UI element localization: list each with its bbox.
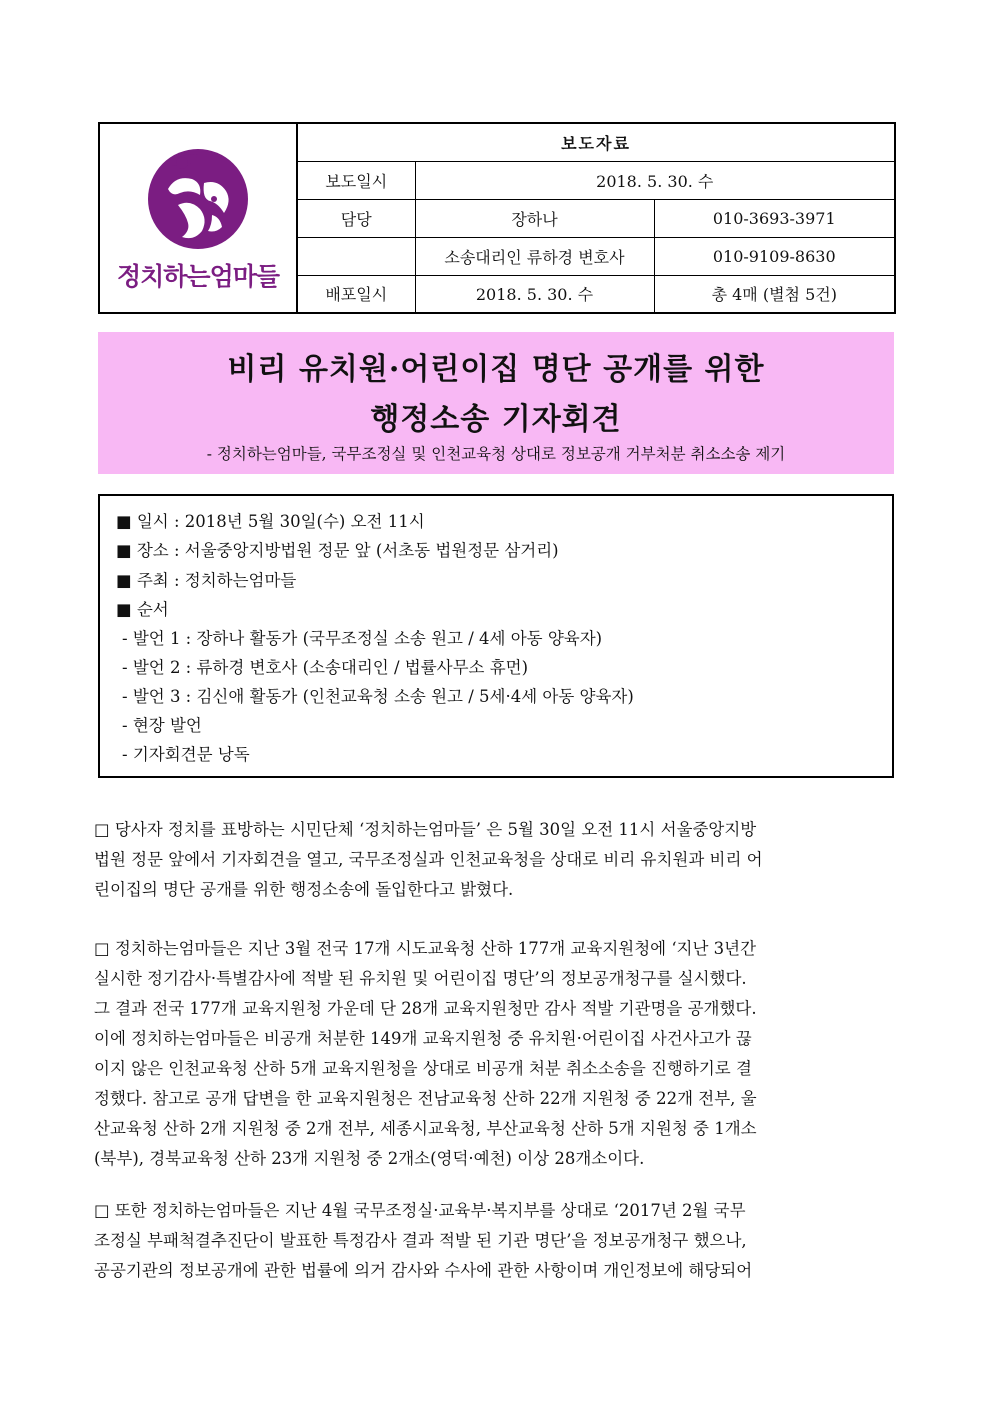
lawyer-name: 소송대리인 류하경 변호사 — [415, 237, 654, 275]
paragraph-line: 이에 정치하는엄마들은 비공개 처분한 149개 교육지원청 중 유치원·어린이집 사건사고가 끊 — [94, 1029, 752, 1048]
headline-subtitle: - 정치하는엄마들, 국무조정실 및 인천교육청 상대로 정보공개 거부처분 취소소송 제기 — [206, 445, 786, 463]
release-date-label: 보도일시 — [297, 161, 415, 199]
headline-title-line-1: 비리 유치원·어린이집 명단 공개를 위한 — [227, 352, 765, 387]
lawyer-phone: 010-9109-8630 — [654, 237, 895, 275]
event-program-heading: ■ 순서 — [116, 600, 169, 619]
organization-logo — [100, 143, 296, 293]
program-item: - 발언 1 : 장하나 활동가 (국무조정실 소송 원고 / 4세 아동 양육자) — [122, 629, 603, 648]
paragraph-line: 린이집의 명단 공개를 위한 행정소송에 돌입한다고 밝혔다. — [94, 880, 514, 899]
release-date-value: 2018. 5. 30. 수 — [415, 161, 895, 199]
contact-label-empty — [297, 237, 415, 275]
program-item: - 현장 발언 — [122, 716, 202, 735]
paragraph-line: 그 결과 전국 177개 교육지원청 가운데 단 28개 교육지원청만 감사 적발 기관명을 공개했다. — [94, 999, 757, 1018]
mother-child-emblem-icon — [142, 143, 254, 255]
contact-label: 담당 — [297, 199, 415, 237]
event-location: ■ 장소 : 서울중앙지방법원 정문 앞 (서초동 법원정문 삼거리) — [116, 541, 559, 560]
event-datetime: ■ 일시 : 2018년 5월 30일(수) 오전 11시 — [116, 512, 425, 531]
paragraph-line: 실시한 정기감사·특별감사에 적발 된 유치원 및 어린이집 명단’의 정보공개청구를 실시했다. — [94, 969, 747, 988]
paragraph-line: 법원 정문 앞에서 기자회견을 열고, 국무조정실과 인천교육청을 상대로 비리 유치원과 비리 어 — [94, 850, 763, 869]
paragraph-line: 공공기관의 정보공개에 관한 법률에 의거 감사와 수사에 관한 사항이며 개인정보에 해당되어 — [94, 1261, 753, 1280]
body-paragraph-2 — [94, 934, 898, 1174]
paragraph-line: 이지 않은 인천교육청 산하 5개 교육지원청을 상대로 비공개 처분 취소소송을 진행하기로 결 — [94, 1059, 752, 1078]
body-paragraph-1 — [94, 815, 898, 905]
paragraph-line: 산교육청 산하 2개 지원청 중 2개 전부, 세종시교육청, 부산교육청 산하 5개 지원청 중 1개소 — [94, 1119, 757, 1138]
paragraph-line: □ 또한 정치하는엄마들은 지난 4월 국무조정실·교육부·복지부를 상대로 ‘2017년 2월 국무 — [94, 1201, 746, 1220]
body-paragraph-3 — [94, 1196, 898, 1286]
paragraph-line: 조정실 부패척결추진단이 발표한 특정감사 결과 적발 된 기관 명단’을 정보공개청구 했으나, — [94, 1231, 747, 1250]
program-item: - 발언 3 : 김신애 활동가 (인천교육청 소송 원고 / 5세·4세 아동 양육자) — [122, 687, 634, 706]
paragraph-line: □ 정치하는엄마들은 지난 3월 전국 17개 시도교육청 산하 177개 교육지원청에 ‘지난 3년간 — [94, 939, 757, 958]
paragraph-line: 정했다. 참고로 공개 답변을 한 교육지원청은 전남교육청 산하 22개 지원청 중 22개 전부, 울 — [94, 1089, 757, 1108]
event-info-box — [98, 494, 894, 778]
press-release-header-table — [98, 122, 896, 314]
paragraph-line: (북부), 경북교육청 산하 23개 지원청 중 2개소(영덕·예천) 이상 28개소이다. — [94, 1149, 645, 1168]
headline-box — [98, 332, 894, 474]
document-title: 보도자료 — [297, 123, 895, 161]
distribution-date-value: 2018. 5. 30. 수 — [415, 275, 654, 313]
program-item: - 발언 2 : 류하경 변호사 (소송대리인 / 법률사무소 휴먼) — [122, 658, 529, 677]
page-count: 총 4매 (별첨 5건) — [654, 275, 895, 313]
contact-phone: 010-3693-3971 — [654, 199, 895, 237]
logo-cell — [99, 123, 297, 313]
paragraph-line: □ 당사자 정치를 표방하는 시민단체 ‘정치하는엄마들’ 은 5월 30일 오전 11시 서울중앙지방 — [94, 820, 757, 839]
event-host: ■ 주최 : 정치하는엄마들 — [116, 571, 297, 590]
program-item: - 기자회견문 낭독 — [122, 745, 250, 764]
distribution-date-label: 배포일시 — [297, 275, 415, 313]
contact-name: 장하나 — [415, 199, 654, 237]
headline-title-line-2: 행정소송 기자회견 — [370, 402, 622, 437]
organization-name: 정치하는엄마들 — [116, 262, 280, 291]
